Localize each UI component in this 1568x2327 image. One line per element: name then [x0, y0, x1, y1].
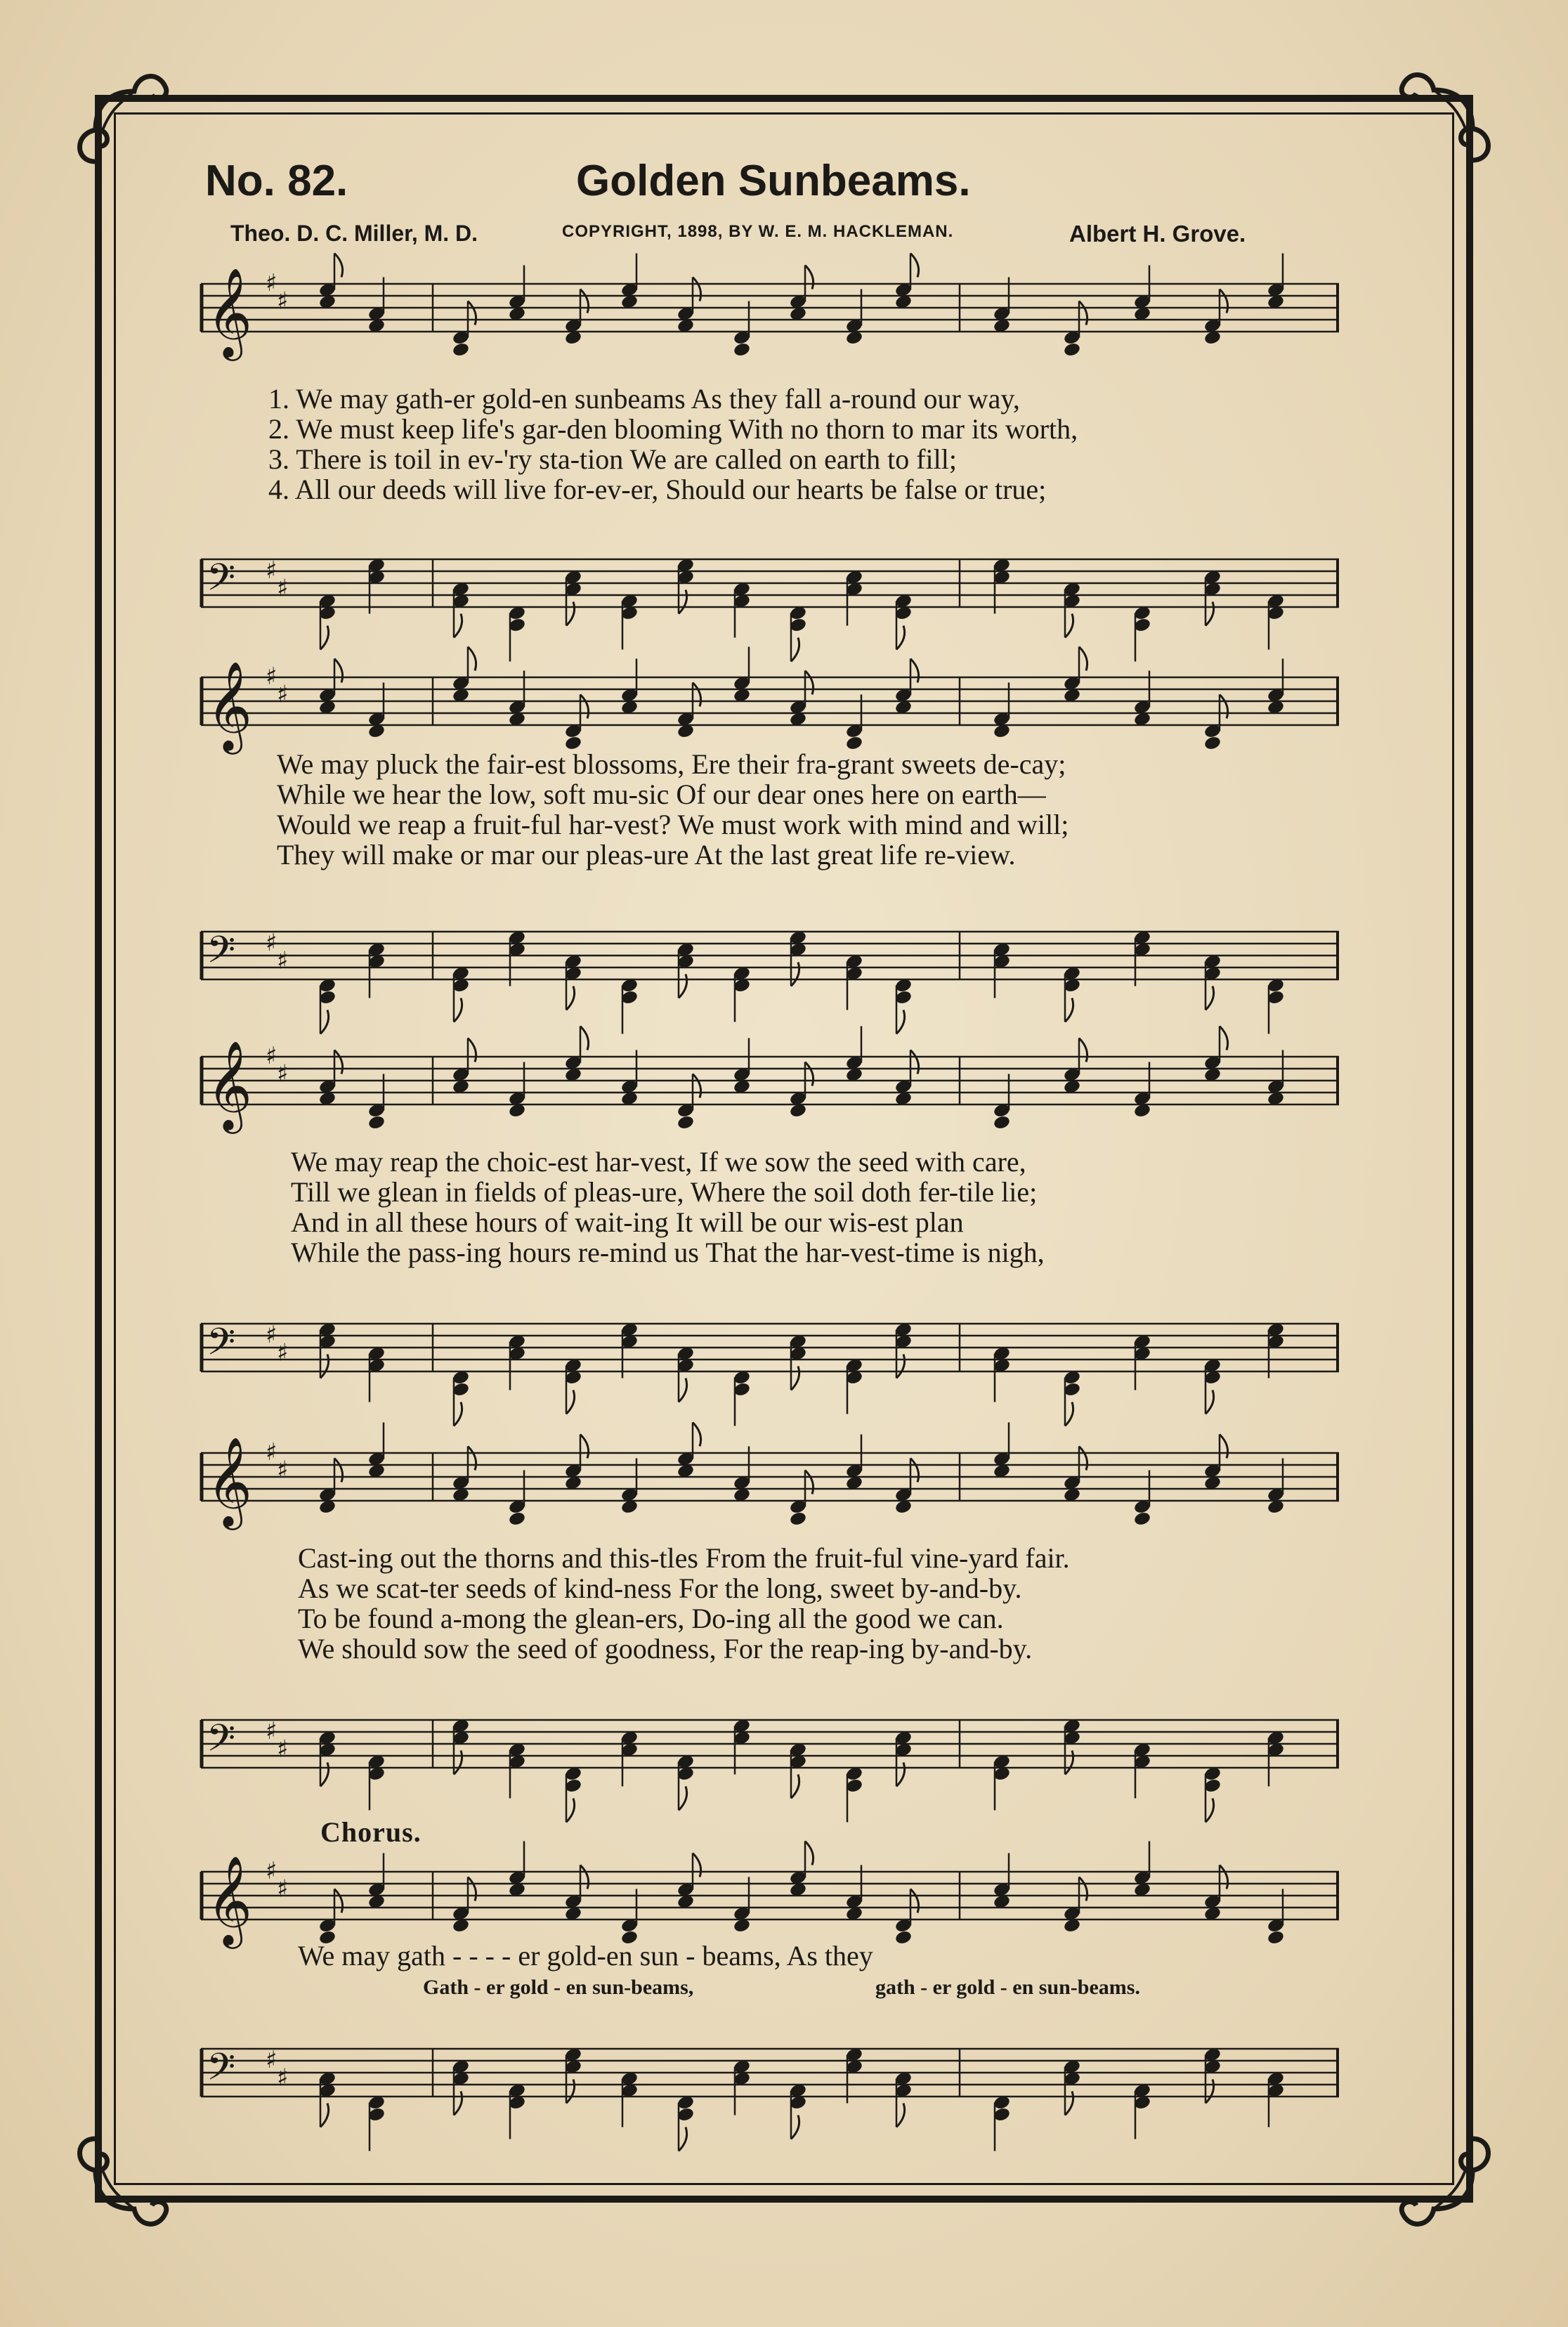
sharp-icon: ♯: [277, 1735, 289, 1764]
bass-staff: [201, 540, 1339, 624]
bass-staff: [201, 2029, 1339, 2113]
verse-1-line-2: We may pluck the fair-est blossoms, Ere their fra-grant sweets de-cay;: [277, 748, 1066, 780]
copyright-notice: COPYRIGHT, 1898, BY W. E. M. HACKLEMAN.: [562, 222, 954, 241]
corner-ornament-bottom-left: [67, 2111, 194, 2237]
sharp-icon: ♯: [277, 2064, 289, 2092]
bass-clef-icon: 𝄢: [207, 556, 236, 608]
bass-staff: [201, 912, 1339, 996]
verse-2-line-1: 2. We must keep life's gar-den blooming With no thorn to mar its worth,: [268, 413, 1078, 445]
sharp-icon: ♯: [266, 1857, 277, 1885]
treble-staff: [201, 264, 1339, 357]
sharp-icon: ♯: [266, 2046, 277, 2074]
verse-3-line-3: And in all these hours of wait-ing It will be our wis-est plan: [291, 1206, 964, 1238]
hymn-title: Golden Sunbeams.: [576, 157, 971, 205]
verse-4-line-1: 4. All our deeds will live for-ev-er, Should our hearts be false or true;: [268, 474, 1047, 505]
verse-4-line-4: We should sow the seed of goodness, For the reap-ing by-and-by.: [298, 1633, 1033, 1664]
lyricist-credit: Albert H. Grove.: [1069, 221, 1246, 247]
treble-clef-icon: 𝄞: [207, 1436, 253, 1526]
hymn-number: No. 82.: [205, 157, 348, 205]
sharp-icon: ♯: [277, 680, 289, 709]
verse-2-line-2: While we hear the low, soft mu-sic Of our dear ones here on earth—: [277, 778, 1046, 810]
chorus-lyric: We may gath - - - - er gold-en sun - beams, As they: [298, 1940, 873, 1971]
sharp-icon: ♯: [277, 946, 289, 975]
sharp-icon: ♯: [266, 556, 277, 585]
sharp-icon: ♯: [266, 663, 277, 691]
chorus-label: Chorus.: [320, 1816, 422, 1848]
sharp-icon: ♯: [266, 1321, 277, 1349]
sharp-icon: ♯: [277, 1456, 289, 1485]
sharp-icon: ♯: [266, 1438, 277, 1466]
treble-staff: [201, 1037, 1339, 1130]
chorus-alt-lyric-1: Gath - er gold - en sun-beams,: [423, 1976, 694, 1999]
verse-2-line-3: Till we glean in fields of pleas-ure, Where the soil doth fer-tile lie;: [291, 1176, 1038, 1208]
verse-4-line-3: While the pass-ing hours re-mind us That the har-vest-time is nigh,: [291, 1237, 1045, 1268]
verse-1-line-3: We may reap the choic-est har-vest, If we sow the seed with care,: [291, 1146, 1026, 1178]
sharp-icon: ♯: [277, 287, 289, 315]
bass-staff: [201, 1304, 1339, 1388]
verse-1-line-4: Cast-ing out the thorns and this-tles From the fruit-ful vine-yard fair.: [298, 1542, 1070, 1574]
corner-ornament-top-right: [1374, 62, 1501, 188]
sharp-icon: ♯: [277, 1338, 289, 1367]
sharp-icon: ♯: [266, 1042, 277, 1070]
bass-clef-icon: 𝄢: [207, 929, 236, 981]
corner-ornament-bottom-right: [1374, 2111, 1501, 2237]
verse-4-line-2: They will make or mar our pleas-ure At the last great life re-view.: [277, 839, 1016, 871]
sharp-icon: ♯: [277, 574, 289, 603]
sharp-icon: ♯: [266, 1717, 277, 1745]
chorus-alt-lyric-2: gath - er gold - en sun-beams.: [875, 1976, 1140, 1999]
treble-staff: [201, 658, 1339, 750]
composer-credit: Theo. D. C. Miller, M. D.: [230, 221, 478, 246]
verse-3-line-4: To be found a-mong the glean-ers, Do-ing all the good we can.: [298, 1603, 1004, 1634]
verse-2-line-4: As we scat-ter seeds of kind-ness For the long, sweet by-and-by.: [298, 1572, 1022, 1604]
verse-3-line-1: 3. There is toil in ev-'ry sta-tion We are called on earth to fill;: [268, 443, 957, 475]
treble-staff: [201, 1852, 1339, 1945]
treble-staff: [201, 1433, 1339, 1526]
bass-clef-icon: 𝄢: [207, 1321, 236, 1373]
treble-clef-icon: 𝄞: [207, 1040, 253, 1130]
sharp-icon: ♯: [277, 1060, 289, 1088]
bass-clef-icon: 𝄢: [207, 2046, 236, 2098]
corner-ornament-top-left: [67, 63, 194, 190]
treble-clef-icon: 𝄞: [207, 1855, 253, 1945]
bass-clef-icon: 𝄢: [207, 1717, 236, 1769]
sharp-icon: ♯: [277, 1875, 289, 1903]
treble-clef-icon: 𝄞: [207, 267, 253, 357]
verse-1-line-1: 1. We may gath-er gold-en sunbeams As they fall a-round our way,: [268, 383, 1020, 415]
treble-clef-icon: 𝄞: [207, 660, 253, 750]
verse-3-line-2: Would we reap a fruit-ful har-vest? We must work with mind and will;: [277, 809, 1069, 840]
sharp-icon: ♯: [266, 269, 277, 297]
bass-staff: [201, 1700, 1339, 1785]
sharp-icon: ♯: [266, 929, 277, 957]
